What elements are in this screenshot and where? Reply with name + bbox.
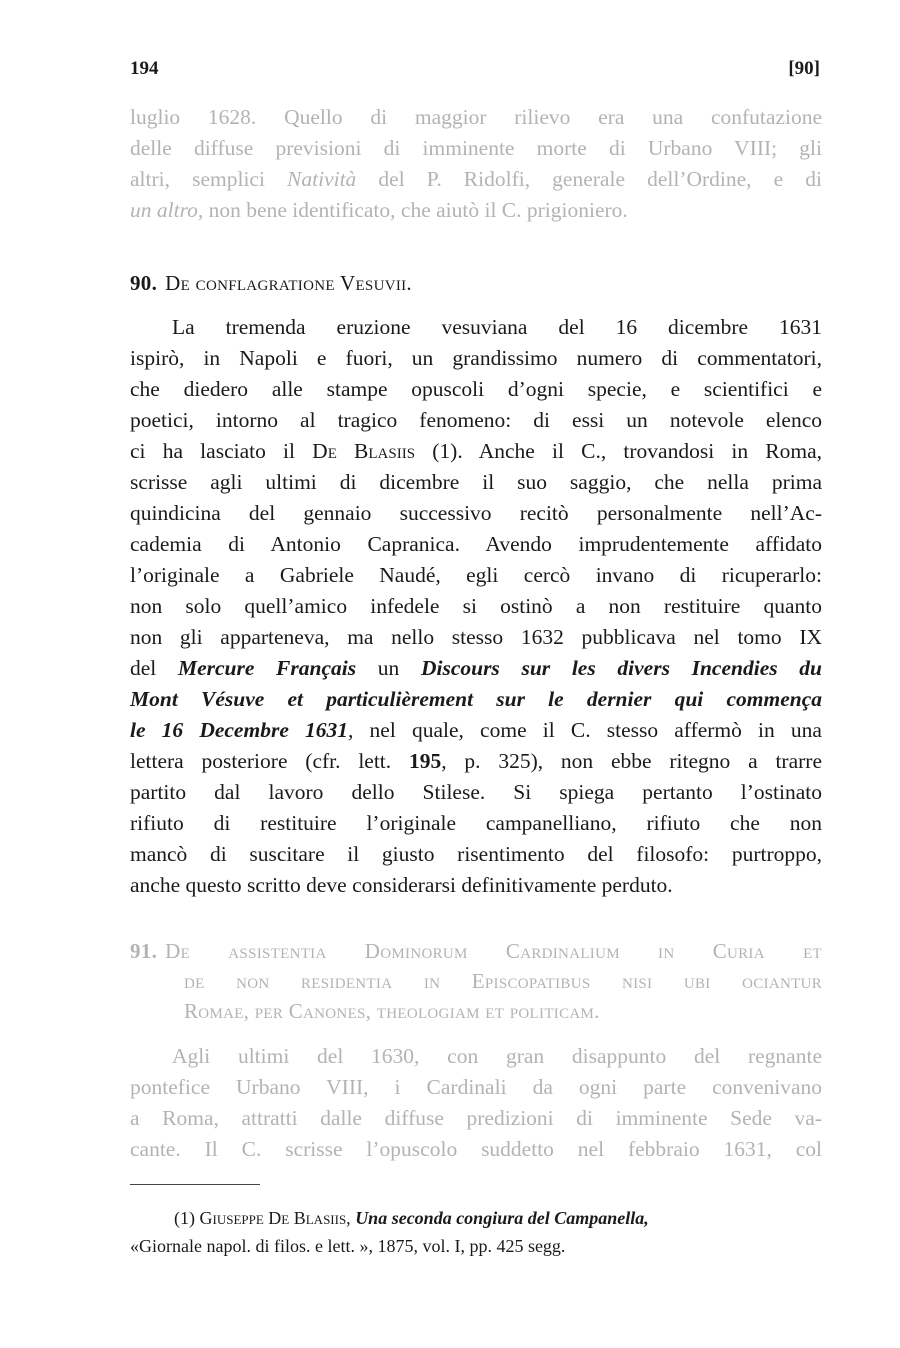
section-title-line: de non residentia in Episcopatibus nisi ubi ociantur	[184, 969, 822, 993]
text-line: luglio 1628. Quello di maggior rilievo era una confutazione	[130, 105, 822, 129]
text-line: a Roma, attratti dalle diffuse predizioni di imminente Sede va-	[130, 1106, 822, 1130]
faded-top-paragraph	[130, 102, 822, 226]
page-reference: [90]	[788, 58, 820, 79]
text-line: scrisse agli ultimi di dicembre il suo saggio, che nella prima	[130, 470, 822, 494]
text-line: delle diffuse previsioni di imminente morte di Urbano VIII; gli	[130, 136, 822, 160]
section-91-body	[130, 1041, 822, 1165]
text-line: Mont Vésuve et particulièrement sur le dernier qui commença	[130, 687, 822, 711]
section-title: De conflagratione Vesuvii.	[165, 271, 412, 295]
text-line: anche questo scritto deve considerarsi definitivamente perduto.	[130, 873, 673, 897]
text-line: non gli apparteneva, ma nello stesso 1632 pubblicava nel tomo IX	[130, 625, 822, 649]
text-line: partito dal lavoro dello Stilese. Si spiega pertanto l’ostinato	[130, 780, 822, 804]
section-90-body	[130, 312, 822, 901]
footnote-line: (1) Giuseppe De Blasiis, Una seconda congiura del Campanella,	[174, 1208, 649, 1228]
text-line: quindicina del gennaio successivo recitò personalmente nell’Ac-	[130, 501, 822, 525]
section-title-line: 91. De assistentia Dominorum Cardinalium in Curia et	[130, 939, 822, 963]
text-line: cante. Il C. scrisse l’opuscolo suddetto nel febbraio 1631, col	[130, 1137, 822, 1161]
text-line: poetici, intorno al tragico fenomeno: di essi un notevole elenco	[130, 408, 822, 432]
section-91-heading	[130, 936, 822, 1026]
page-number: 194	[130, 58, 159, 79]
section-number: 91.	[130, 939, 158, 963]
text-line: ci ha lasciato il De Blasiis (1). Anche il C., trovandosi in Roma,	[130, 439, 822, 463]
text-line: rifiuto di restituire l’originale campanelliano, rifiuto che non	[130, 811, 822, 835]
text-line: non solo quell’amico infedele si ostinò a non restituire quanto	[130, 594, 822, 618]
text-line: l’originale a Gabriele Naudé, egli cercò invano di ricuperarlo:	[130, 563, 822, 587]
section-title-line: Romae, per Canones, theologiam et politicam.	[184, 999, 600, 1023]
text-line: Agli ultimi del 1630, con gran disappunto del regnante	[172, 1044, 822, 1068]
text-line: ispirò, in Napoli e fuori, un grandissimo numero di commentatori,	[130, 346, 822, 370]
text-line: un altro, non bene identificato, che aiutò il C. prigioniero.	[130, 198, 628, 222]
text-line: del Mercure Français un Discours sur les divers Incendies du	[130, 656, 822, 680]
page-header	[130, 58, 820, 88]
footnote-divider	[130, 1184, 260, 1185]
section-90-heading	[130, 268, 822, 298]
footnote	[130, 1204, 822, 1260]
section-number: 90.	[130, 271, 158, 295]
text-line: La tremenda eruzione vesuviana del 16 dicembre 1631	[172, 315, 822, 339]
text-line: lettera posteriore (cfr. lett. 195, p. 325), non ebbe ritegno a trarre	[130, 749, 822, 773]
text-line: che diedero alle stampe opuscoli d’ogni specie, e scientifici e	[130, 377, 822, 401]
text-line: altri, semplici Natività del P. Ridolfi, generale dell’Ordine, e di	[130, 167, 823, 191]
text-line: le 16 Decembre 1631, nel quale, come il C. stesso affermò in una	[130, 718, 822, 742]
text-line: pontefice Urbano VIII, i Cardinali da ogni parte convenivano	[130, 1075, 822, 1099]
text-line: cademia di Antonio Capranica. Avendo imprudentemente affidato	[130, 532, 822, 556]
footnote-line: «Giornale napol. di filos. e lett. », 1875, vol. I, pp. 425 segg.	[130, 1236, 566, 1256]
text-line: mancò di suscitare il giusto risentimento del filosofo: purtroppo,	[130, 842, 822, 866]
